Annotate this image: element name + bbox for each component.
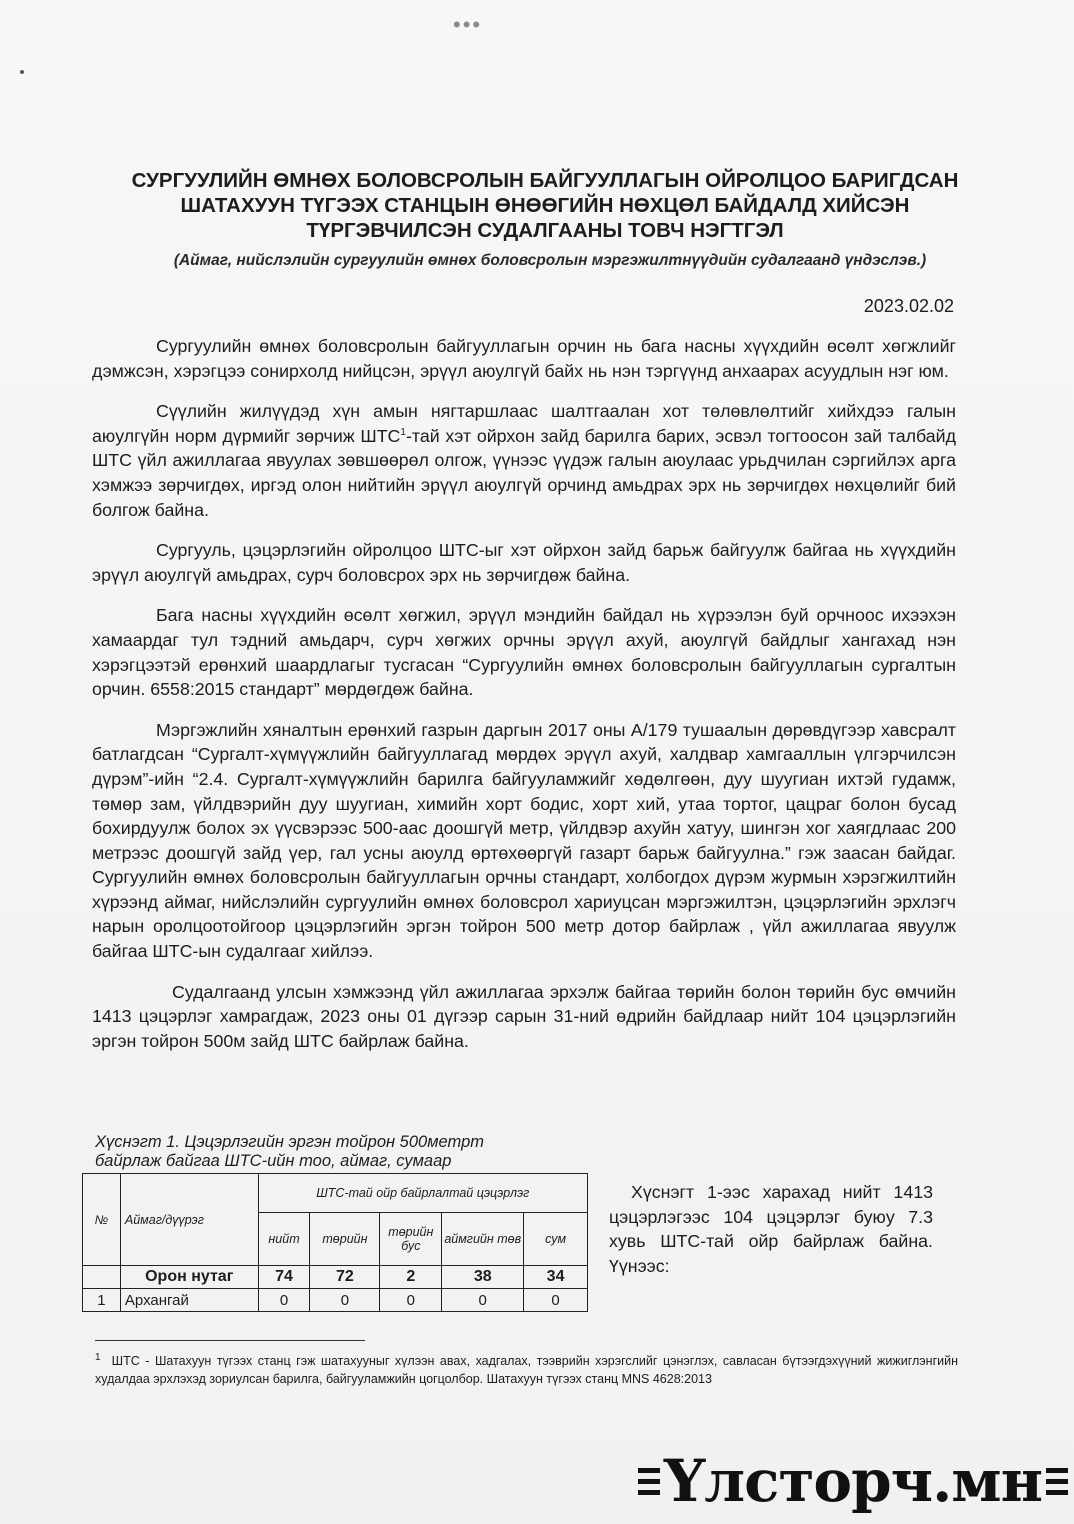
total-label: Орон нутаг xyxy=(120,1266,258,1289)
table-row xyxy=(83,1289,588,1312)
total-cell: 38 xyxy=(442,1266,524,1289)
header-total: нийт xyxy=(258,1213,310,1266)
document-body xyxy=(92,334,956,1069)
menu-dots-icon[interactable]: ••• xyxy=(453,12,483,37)
header-no: № xyxy=(83,1174,121,1266)
footnote-divider xyxy=(95,1340,365,1341)
document-subtitle: (Аймаг, нийслэлийн сургуулийн өмнөх боловсролын мэргэжилтнүүдийн судалгаанд үндэслэв.) xyxy=(173,252,927,269)
row-cell: 0 xyxy=(380,1289,442,1312)
table-caption xyxy=(95,1133,615,1171)
total-no-cell xyxy=(83,1266,121,1289)
logo-right-wing-icon xyxy=(1046,1468,1068,1495)
header-state: төрийн xyxy=(310,1213,380,1266)
scan-speck xyxy=(20,70,24,74)
table-caption-line-2: байрлаж байгаа ШТС-ийн тоо, аймаг, сумаар xyxy=(95,1152,452,1170)
footnote-number: 1 xyxy=(95,1351,101,1363)
paragraph-4: Бага насны хүүхдийн өсөлт хөгжил, эрүүл мэндийн байдал нь хүрээлэн буй орчноос ихээхэн хамаардаг тул тэдний амьдарч, сурч хөгжих орчны эрүүл ахуй, аюулгүй байдлыг хангахад нэн хэрэгцээтэй ерөнхий шаардлагыг тусгасан “Сургуулийн өмнөх боловсролын байгууллагын сургалтын орчин. 6558:2015 стандарт” мөрдөгдөж байна. xyxy=(92,605,956,700)
table-row-total xyxy=(83,1266,588,1289)
table-caption-line-1: Хүснэгт 1. Цэцэрлэгийн эргэн тойрон 500метрт xyxy=(95,1133,484,1151)
watermark-logo xyxy=(638,1443,1068,1519)
header-aimag-center: аймгийн төв xyxy=(442,1213,524,1266)
footnote xyxy=(95,1353,958,1388)
row-no: 1 xyxy=(83,1289,121,1312)
total-cell: 34 xyxy=(524,1266,588,1289)
document-date: 2023.02.02 xyxy=(863,296,954,316)
title-line-3: ТҮРГЭВЧИЛСЭН СУДАЛГААНЫ ТОВЧ НЭГТГЭЛ xyxy=(306,219,784,242)
stations-table xyxy=(82,1173,588,1312)
row-cell: 0 xyxy=(524,1289,588,1312)
total-cell: 72 xyxy=(310,1266,380,1289)
paragraph-3: Сургууль, цэцэрлэгийн ойролцоо ШТС-ыг хэт ойрхон зайд барьж байгуулж байгаа нь хүүхдийн эрүүл аюулгүй амьдрах, сурч боловсрох эрх нь зөрчигдөж байна. xyxy=(92,540,956,585)
header-nonstate: төрийн бус xyxy=(380,1213,442,1266)
header-sum: сум xyxy=(524,1213,588,1266)
row-cell: 0 xyxy=(258,1289,310,1312)
paragraph-1: Сургуулийн өмнөх боловсролын байгууллагын орчин нь бага насны хүүхдийн өсөлт хөгжлийг дэмжсэн, хэрэгцээ сонирхолд нийцсэн, эрүүл аюулгүй байх нь нэн тэргүүнд анхаарах асуудлын нэг юм. xyxy=(92,336,956,381)
total-cell: 2 xyxy=(380,1266,442,1289)
side-paragraph: Хүснэгт 1-ээс харахад нийт 1413 цэцэрлэгээс 104 цэцэрлэг буюу 7.3 хувь ШТС-тай ойр байрлаж байна. Үүнээс: xyxy=(609,1182,933,1276)
footnote-text: ШТС - Шатахуун түгээх станц гэж шатахууныг хүлээн авах, хадгалах, тээврийн хэрэгслийг цэнэглэх, савласан бүтээгдэхүүний жижиглэнгийн худалдаа эрхлэхэд зориулсан барилга, байгууламжийн цогцолбор. Шатахуун түгээх станц MNS 4628:2013 xyxy=(95,1354,958,1386)
header-group: ШТС-тай ойр байрлалтай цэцэрлэг xyxy=(258,1174,587,1213)
paragraph-2-part-a: Сүүлийн жилүүдэд хүн амын нягтаршлаас шалтгаалан хот төлөвлөлтийг хийхдээ галын аюулгүйн норм дүрмийг зөрчиж ШТС xyxy=(92,401,956,446)
footnote-ref: 1 xyxy=(400,426,406,438)
row-cell: 0 xyxy=(310,1289,380,1312)
paragraph-5: Мэргэжлийн хяналтын ерөнхий газрын даргын 2017 оны А/179 тушаалын дөрөвдүгээр хавсралт батлагдсан “Сургалт-хүмүүжлийн байгууллагад мөрдөх эрүүл ахуй, халдвар хамгааллын үлгэрчилсэн дүрэм”-ийн “2.4. Сургалт-хүмүүжлийн барилга байгууламжийг хөдөлгөөн, дуу шуугиан ихтэй гудамж, төмөр зам, үйлдвэрийн дуу шуугиан, химийн хорт бодис, хорт хий, утаа тортог, цацраг болон бусад бохирдуулж болох эх үүсвэрээс 500-аас доошгүй метр, үйлдвэр ахуйн хатуу, шингэн хог хаягдлаас 200 метрээс доошгүй зайд үер, гал усны аюулд өртөхөөргүй газарт барьж байгуулна.” гэж заасан байдаг. Сургуулийн өмнөх боловсролын байгууллагын орчны стандарт, холбогдох дүрэм журмын хэрэгжилтийн хүрээнд аймаг, нийслэлийн сургуулийн өмнөх боловсрол хариуцсан мэргэжилтэн, цэцэрлэгийн эрхлэгч нарын оролцоотойгоор цэцэрлэгийн эргэн тойрон 500 метр дотор байрлаж , үйл ажиллагаа явуулж байгаа ШТС-ын судалгааг хийлээ. xyxy=(92,719,956,962)
title-line-2: ШАТАХУУН ТҮГЭЭХ СТАНЦЫН ӨНӨӨГИЙН НӨХЦӨЛ БАЙДАЛД ХИЙСЭН xyxy=(180,194,910,217)
watermark-text: Үлсторч.мн xyxy=(663,1447,1043,1515)
header-aimag: Аймаг/дүүрэг xyxy=(120,1174,258,1266)
title-line-1: СУРГУУЛИЙН ӨМНӨХ БОЛОВСРОЛЫН БАЙГУУЛЛАГЫН ОЙРОЛЦОО БАРИГДСАН xyxy=(131,169,959,192)
row-cell: 0 xyxy=(442,1289,524,1312)
paragraph-2-part-b: -тай хэт ойрхон зайд барилга барих, эсвэл тогтоосон зай талбайд ШТС үйл ажиллагаа явуулах зөвшөөрөл олгож, үүнээс үүдэж галын аюулаас урьдчилан сэргийлэх арга хэмжээ зөрчигдөх, иргэд олон нийтийн эрүүл аюулгүй орчинд амьдрах эрх нь зөрчигдөх нөхцөлийг бий болгож байна. xyxy=(92,425,956,520)
total-cell: 74 xyxy=(258,1266,310,1289)
logo-left-wing-icon xyxy=(638,1468,660,1495)
document-title xyxy=(80,168,1010,243)
row-name: Архангай xyxy=(120,1289,258,1312)
paragraph-2 xyxy=(92,399,956,522)
paragraph-6: Судалгаанд улсын хэмжээнд үйл ажиллагаа эрхэлж байгаа төрийн болон төрийн бус өмчийн 1413 цэцэрлэг хамрагдаж, 2023 оны 01 дүгээр сарын 31-ний өдрийн байдлаар нийт 104 цэцэрлэгийн эргэн тойрон 500м зайд ШТС байрлаж байна. xyxy=(92,981,956,1051)
